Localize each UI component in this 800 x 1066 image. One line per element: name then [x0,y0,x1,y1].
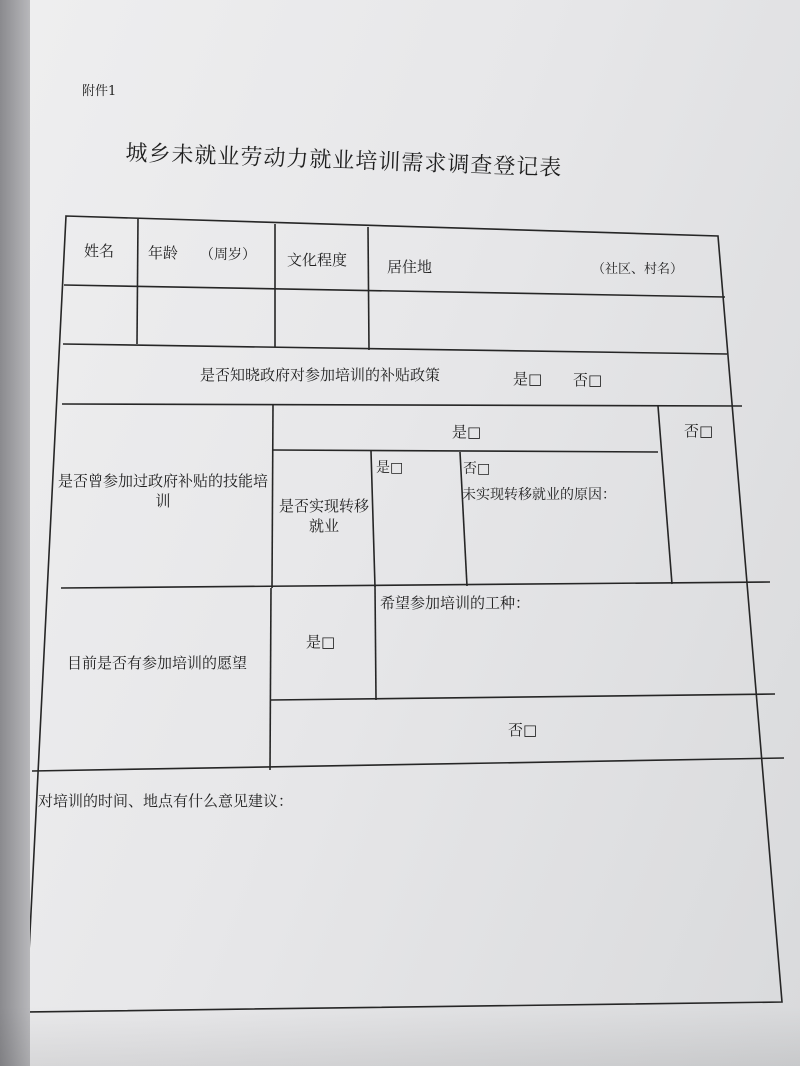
policy-no-checkbox[interactable]: 否□ [573,371,603,389]
transfer-reason-field[interactable]: 未实现转移就业的原因： [462,487,616,503]
policy-yes-checkbox[interactable]: 是□ [513,370,543,388]
header-age-unit: （周岁） [200,247,256,263]
policy-question: 是否知晓政府对参加培训的补贴政策 [200,366,441,384]
transfer-question: 是否实现转移就业 [278,497,369,535]
header-residence: 居住地 [387,258,433,276]
book-spine-shadow [0,0,30,1066]
paper-sheet [30,0,800,1066]
header-residence-hint: （社区、村名） [592,262,684,277]
header-age: 年龄 [148,244,179,262]
wish-no-checkbox[interactable]: 否□ [508,721,538,739]
form-title: 城乡未就业劳动力就业培训需求调查登记表 [125,140,563,182]
table-outer-border [30,216,782,1012]
transfer-no-checkbox[interactable]: 否□ [463,461,491,477]
header-row-line [64,285,725,297]
training-no-checkbox[interactable]: 否□ [684,422,714,440]
header-name: 姓名 [84,242,115,260]
transfer-yes-checkbox[interactable]: 是□ [376,460,404,476]
lighting-shadow [0,1006,800,1066]
header-education: 文化程度 [287,251,348,269]
suggestion-field[interactable]: 对培训的时间、地点有什么意见建议： [38,792,294,810]
wish-question: 目前是否有参加培训的愿望 [66,654,247,672]
wish-yes-checkbox[interactable]: 是□ [306,633,336,651]
annex-label: 附件1 [82,84,117,99]
wish-trade-field[interactable]: 希望参加培训的工种： [380,594,531,612]
training-question: 是否曾参加过政府补贴的技能培训 [57,472,268,510]
training-yes-checkbox[interactable]: 是□ [452,423,482,441]
